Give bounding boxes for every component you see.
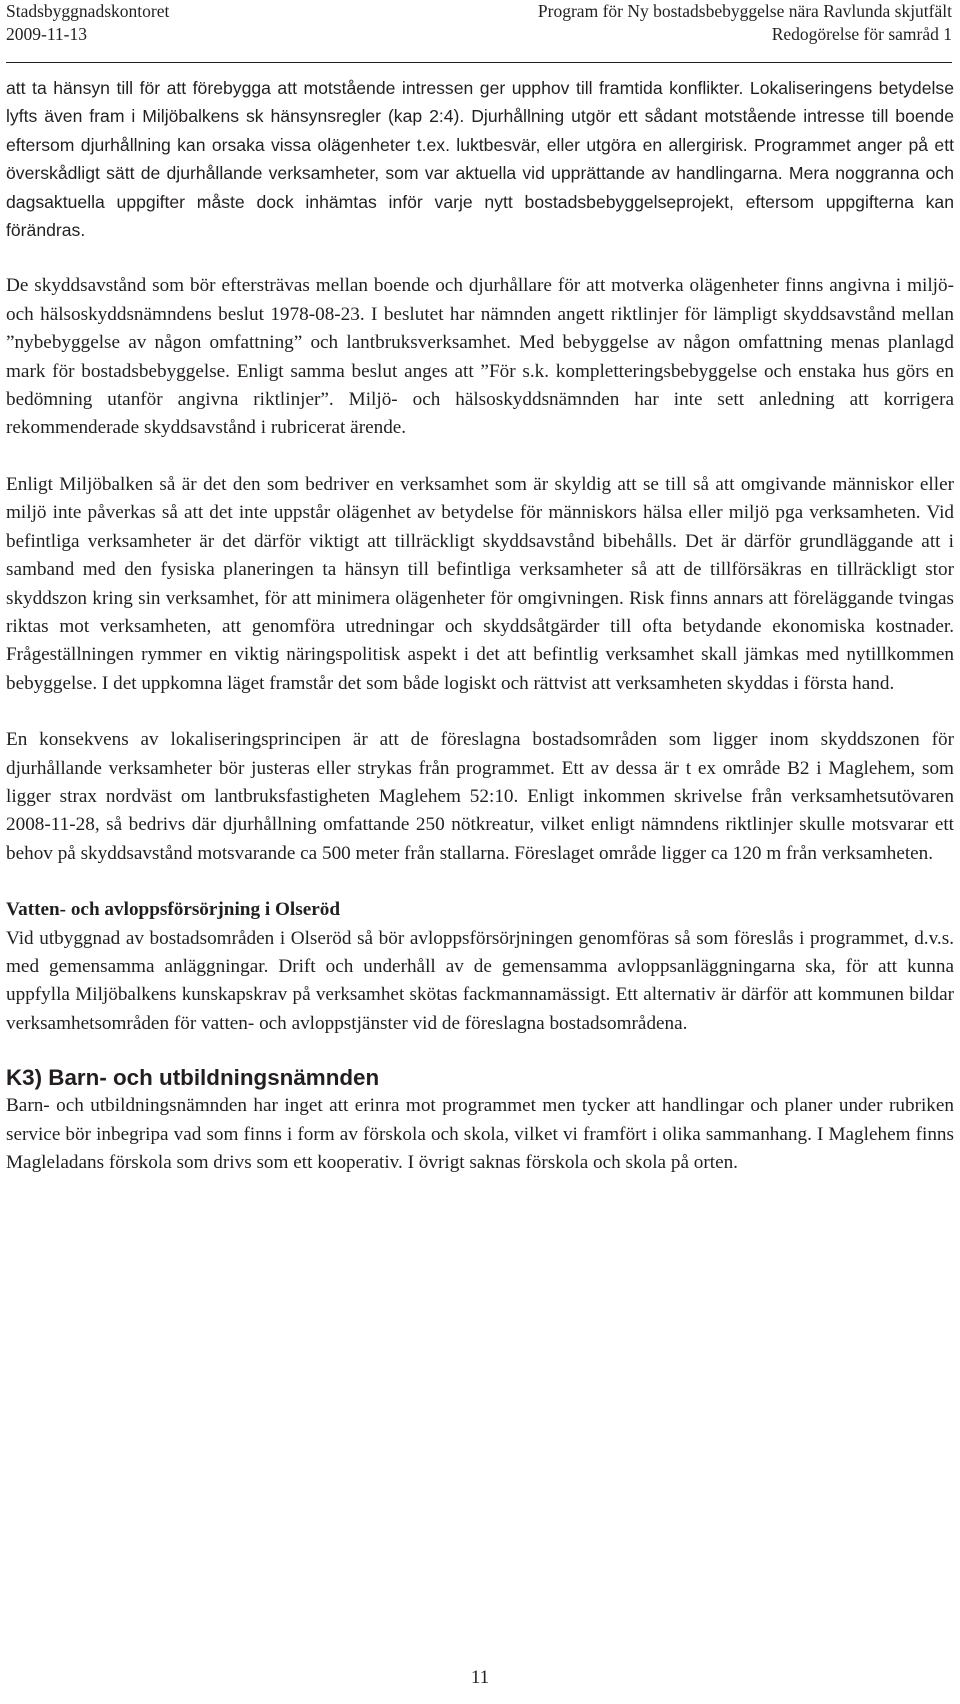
subsection-heading: Vatten- och avloppsförsörjning i Olseröd	[6, 899, 341, 921]
body-paragraph: Barn- och utbildningsnämnden har inget att erinra mot programmet men tycker att handlingar och planer under rubriken service bör inbegripa vad som finns i form av förskola och skola, vilket vi framfört i olika sammanhang. I Maglehem finns Magleladans förskola som drivs som ett kooperativ. I övrigt saknas förskola och skola på orten.	[6, 1095, 954, 1173]
page-header	[6, 0, 952, 48]
header-divider	[6, 62, 952, 63]
document-subtitle: Redogörelse för samråd 1	[771, 24, 952, 44]
document-date: 2009-11-13	[6, 24, 88, 44]
body-paragraph: De skyddsavstånd som bör eftersträvas mellan boende och djurhållare för att motverka olägenheter finns angivna i miljö- och hälsoskyddsnämndens beslut 1978-08-23. I beslutet har nämnden angett riktlinjer för lämpligt skyddsavstånd mellan ”nybebyggelse av någon omfattning” och lantbruksverksamhet. Med bebyggelse av någon omfattning menas planlagd mark för bostadsbebyggelse. Enligt samma beslut anges att ”För s.k. kompletteringsbebyggelse och enstaka hus görs en bedömning utanför angivna riktlinjer”. Miljö- och hälsoskyddsnämnden har inte sett anledning att korrigera rekommenderade skyddsavstånd i rubricerat ärende.	[6, 275, 954, 439]
header-right	[538, 0, 952, 46]
body-paragraph: att ta hänsyn till för att förebygga att motstående intressen ger upphov till framtida konflikter. Lokaliseringens betydelse lyfts även fram i Miljöbalkens sk hänsynsregler (kap 2:4). Djurhållning utgör ett sådant motstående intresse till boende eftersom djurhållning kan orsaka vissa olägenheter t.ex. luktbesvär, eller utgöra en allergirisk. Programmet anger på ett överskådligt sätt de djurhållande verksamheter, som var aktuella vid upprättande av handlingarna. Mera noggranna och dagsaktuella uppgifter måste dock inhämtas inför varje nytt bostadsbebyggelseprojekt, eftersom uppgifterna kan förändras.	[6, 78, 954, 241]
section-heading: K3) Barn- och utbildningsnämnden	[6, 1065, 380, 1091]
organization-name: Stadsbyggnadskontoret	[6, 1, 170, 21]
page-body	[6, 74, 954, 1177]
body-paragraph: Vid utbyggnad av bostadsområden i Olseröd så bör avloppsförsörjningen genomföras så som föreslås i programmet, d.v.s. med gemensamma anläggningar. Drift och underhåll av de gemensamma avloppsanläggningarna ska, för att kunna uppfylla Miljöbalkens kunskapskrav på verksamhet skötas fackmannamässigt. Ett alternativ är därför att kommunen bildar verksamhetsområden för vatten- och avloppstjänster vid de föreslagna bostadsområdena.	[6, 927, 954, 1034]
page-number: 11	[470, 1667, 490, 1688]
body-paragraph: En konsekvens av lokaliseringsprincipen är att de föreslagna bostadsområden som ligger inom skyddszonen för djurhållande verksamheter bör justeras eller strykas från programmet. Ett av dessa är t ex område B2 i Maglehem, som ligger strax nordväst om lantbruksfastigheten Maglehem 52:10. Enligt inkommen skrivelse från verksamhetsutövaren 2008-11-28, så bedrivs där djurhållning omfattande 250 nötkreatur, vilket enligt nämndens riktlinjer skulle motsvarar ett behov på skyddsavstånd motsvarande ca 500 meter från stallarna. Föreslaget område ligger ca 120 m från verksamheten.	[6, 729, 954, 864]
document-title: Program för Ny bostadsbebyggelse nära Ravlunda skjutfält	[537, 1, 952, 21]
body-paragraph: Enligt Miljöbalken så är det den som bedriver en verksamhet som är skyldig att se till så att omgivande människor eller miljö inte påverkas så att det inte uppstår olägenhet av betydelse för människors hälsa eller miljö pga verksamheten. Vid befintliga verksamheter är det därför viktigt att tillräckligt skyddsavstånd bibehålls. Det är därför grundläggande att i samband med den fysiska planeringen ta hänsyn till befintliga verksamheter så att de tillförsäkras en tillräckligt stor skyddszon kring sin verksamhet, för att minimera olägenheter för omgivningen. Risk finns annars att föreläggande tvingas riktas mot verksamheten, att genomföra utredningar och skyddsåtgärder till ofta betydande ekonomiska kostnader. Frågeställningen rymmer en viktig näringspolitisk aspekt i det att befintlig verksamhet skall jämkas med nytillkommen bebyggelse. I det uppkomna läget framstår det som både logiskt och rättvist att verksamheten skyddas i första hand.	[6, 473, 954, 694]
header-left	[6, 0, 169, 46]
